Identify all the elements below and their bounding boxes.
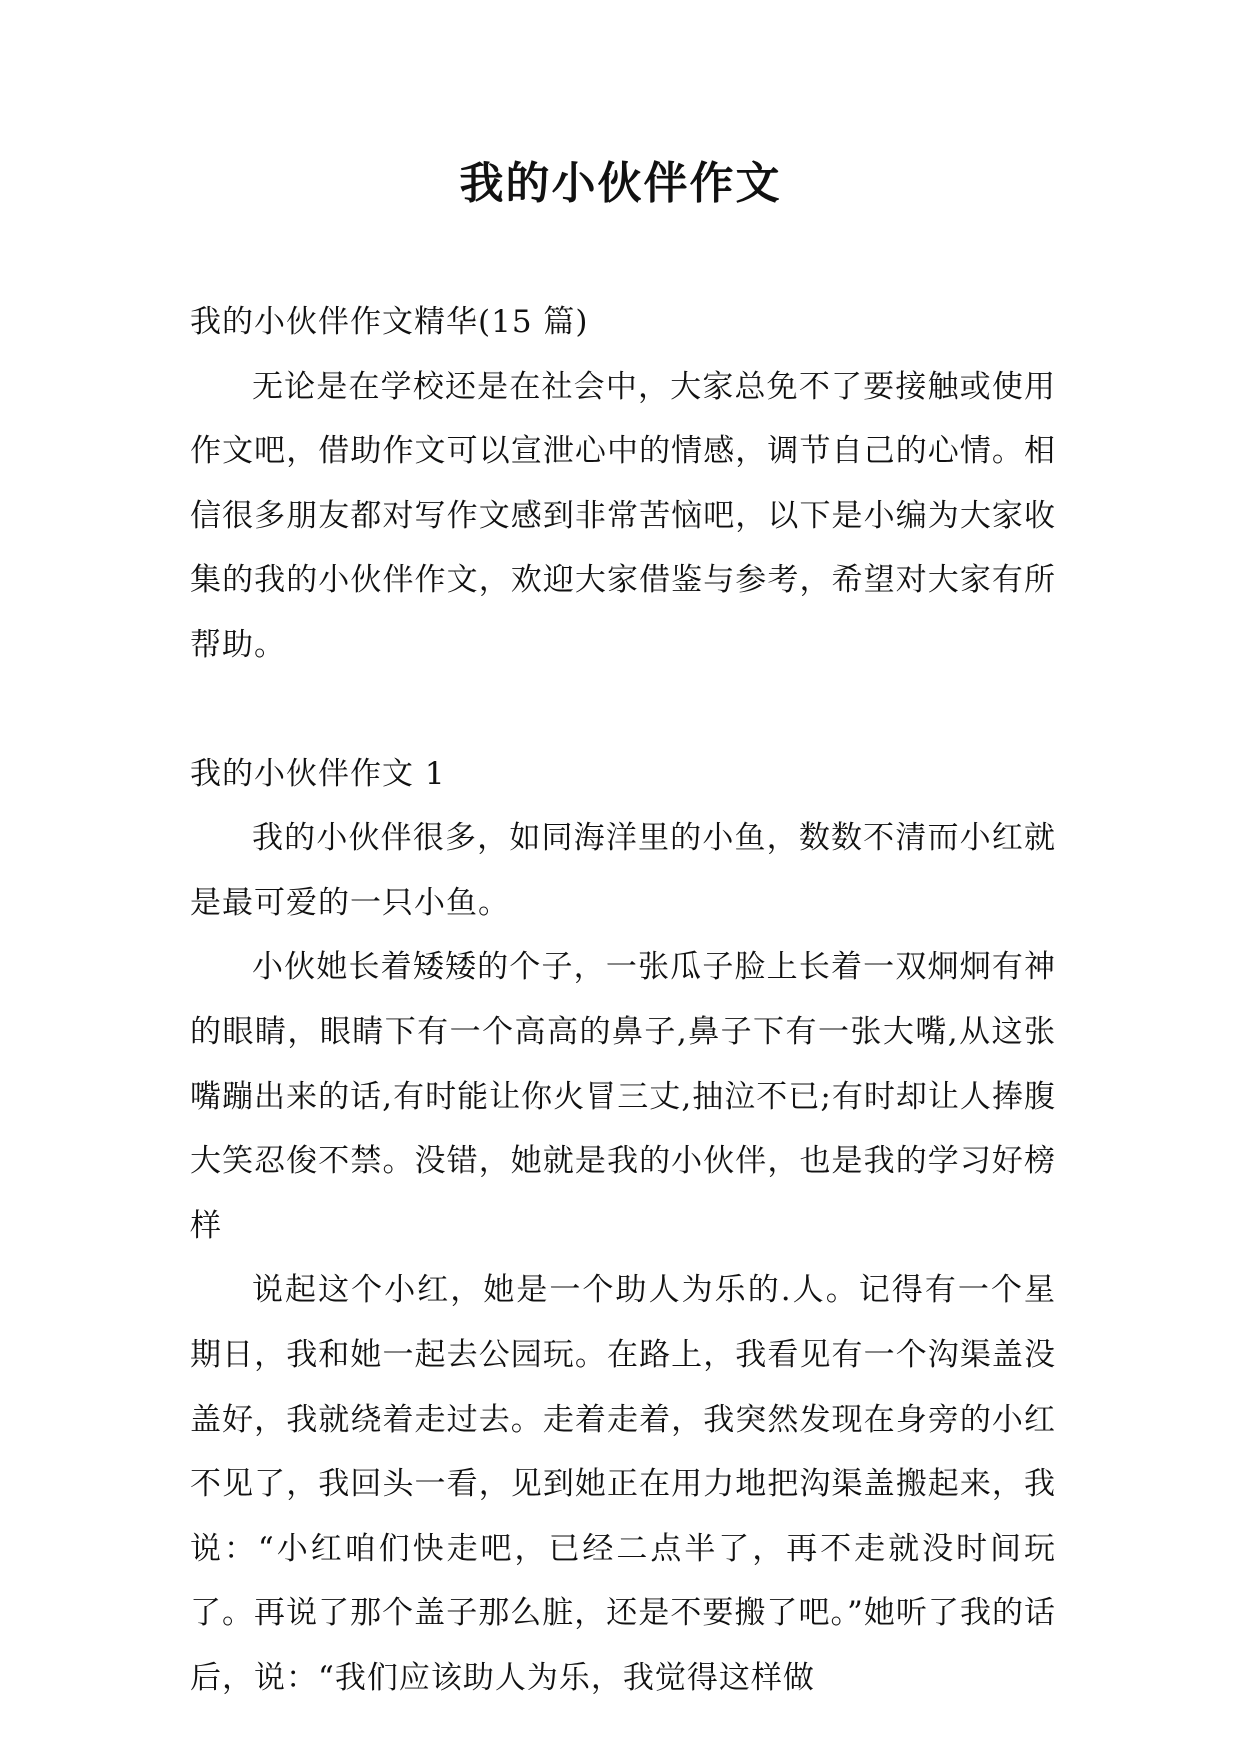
essay-paragraph: 小伙她长着矮矮的个子，一张瓜子脸上长着一双炯炯有神的眼睛，眼睛下有一个高高的鼻子,鼻子下有一张大嘴,从这张嘴蹦出来的话,有时能让你火冒三丈,抽泣不已;有时却让人捧腹大笑忍俊不禁。没错，她就是我的小伙伴，也是我的学习好榜样 <box>190 949 1056 1244</box>
essay-paragraph: 我的小伙伴很多，如同海洋里的小鱼，数数不清而小红就是最可爱的一只小鱼。 <box>190 820 1056 921</box>
essay-paragraph: 说起这个小红，她是一个助人为乐的.人。记得有一个星期日，我和她一起去公园玩。在路上，我看见有一个沟渠盖没盖好，我就绕着走过去。走着走着，我突然发现在身旁的小红不见了，我回头一看，见到她正在用力地把沟渠盖搬起来，我说：“小红咱们快走吧，已经二点半了，再不走就没时间玩了。再说了那个盖子那么脏，还是不要搬了吧。”她听了我的话后，说：“我们应该助人为乐，我觉得这样做 <box>190 1272 1056 1696</box>
document-subtitle: 我的小伙伴作文精华(15 篇) <box>190 304 589 340</box>
essay-heading: 我的小伙伴作文 1 <box>190 755 446 792</box>
document-body <box>190 290 1056 1710</box>
document-title: 我的小伙伴作文 <box>459 158 782 209</box>
intro-paragraph: 无论是在学校还是在社会中，大家总免不了要接触或使用作文吧，借助作文可以宣泄心中的情感，调节自己的心情。相信很多朋友都对写作文感到非常苦恼吧，以下是小编为大家收集的我的小伙伴作文，欢迎大家借鉴与参考，希望对大家有所帮助。 <box>190 368 1056 663</box>
